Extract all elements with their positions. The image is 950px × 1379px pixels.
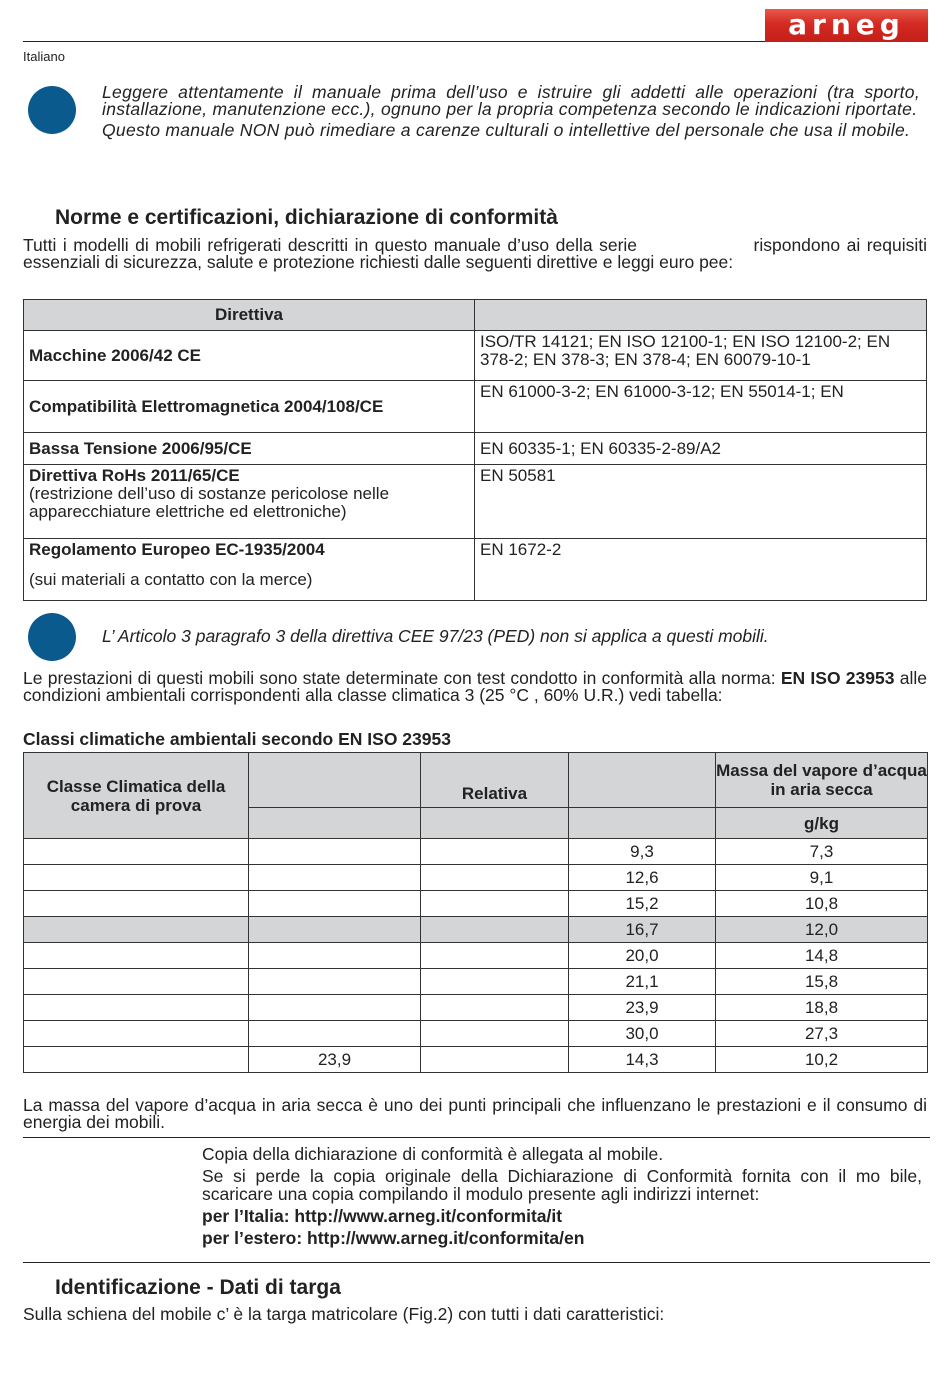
directive-cell [24, 381, 475, 433]
climate-header-vapor-mass: Massa del vapore d’acqua in aria secca [716, 753, 928, 808]
climate-cell-c2 [249, 917, 421, 943]
climate-unit-col2 [249, 808, 421, 839]
table-row [24, 1047, 928, 1073]
table-row [24, 381, 927, 433]
section-title-norms: Norme e certificazioni, dichiarazione di conformità [55, 206, 558, 229]
climate-cell-c1 [24, 839, 249, 865]
climate-header-relative: Relativa [421, 753, 569, 808]
climate-classes-table [23, 752, 928, 1073]
climate-table-title: Classi climatiche ambientali secondo EN ISO 23953 [23, 729, 451, 749]
climate-cell-c1 [24, 943, 249, 969]
directives-header-standards [475, 300, 927, 331]
table-row [24, 433, 927, 465]
climate-table-body [24, 839, 928, 1073]
climate-unit-col3 [421, 808, 569, 839]
climate-cell-c5: 10,2 [716, 1047, 928, 1073]
climate-cell-c5: 12,0 [716, 917, 928, 943]
climate-cell-c3 [421, 969, 569, 995]
climate-cell-c2 [249, 865, 421, 891]
climate-cell-c1 [24, 891, 249, 917]
climate-cell-c1 [24, 969, 249, 995]
climate-cell-c2 [249, 969, 421, 995]
intro-note-paragraph: Questo manuale NON può rimediare a carenze culturali o intellettive del personale che usa il mobile. [102, 120, 911, 140]
climate-cell-c3 [421, 891, 569, 917]
climate-cell-c1 [24, 1047, 249, 1073]
climate-cell-c5: 27,3 [716, 1021, 928, 1047]
header-divider [23, 41, 765, 42]
table-row [24, 539, 927, 601]
climate-cell-c2 [249, 943, 421, 969]
standards-cell: EN 60335-1; EN 60335-2-89/A2 [475, 433, 927, 465]
standards-cell: ISO/TR 14121; EN ISO 12100-1; EN ISO 12100-2; EN 378-2; EN 378-3; EN 378-4; EN 60079-10-1 [475, 331, 927, 381]
directive-name: Regolamento Europeo EC-1935/2004 [29, 540, 325, 559]
directive-cell [24, 433, 475, 465]
intro-note [102, 84, 920, 139]
table-row [24, 465, 927, 539]
language-label: Italiano [23, 49, 65, 64]
standards-cell: EN 1672-2 [475, 539, 927, 601]
performance-text [23, 670, 927, 704]
directive-cell [24, 331, 475, 381]
table-row [24, 865, 928, 891]
standards-cell: EN 61000-3-2; EN 61000-3-12; EN 55014-1; EN [475, 381, 927, 433]
climate-cell-c4: 12,6 [569, 865, 716, 891]
table-row [24, 917, 928, 943]
climate-cell-c4: 9,3 [569, 839, 716, 865]
declaration-link-italy[interactable]: per l’Italia: http://www.arneg.it/conformita/it [202, 1206, 563, 1226]
section-title-identification: Identificazione - Dati di targa [55, 1276, 341, 1299]
info-dot-icon [28, 86, 76, 134]
climate-cell-c3 [421, 917, 569, 943]
climate-cell-c3 [421, 1047, 569, 1073]
directive-note: (restrizione dell’uso di sostanze pericolose nelle apparecchiature elettriche ed elettroniche) [29, 484, 390, 521]
directive-name: Macchine 2006/42 CE [29, 345, 201, 365]
climate-cell-c5: 9,1 [716, 865, 928, 891]
climate-cell-c3 [421, 943, 569, 969]
climate-unit-col4 [569, 808, 716, 839]
climate-cell-c4: 23,9 [569, 995, 716, 1021]
directive-name: Compatibilità Elettromagnetica 2004/108/CE [29, 396, 384, 416]
declaration-block [202, 1145, 922, 1251]
vapor-note: La massa del vapore d’acqua in aria secca è uno dei punti principali che influenzano le prestazioni e il consumo di energia dei mobili. [23, 1095, 927, 1132]
climate-cell-c3 [421, 1021, 569, 1047]
climate-cell-c2 [249, 839, 421, 865]
info-dot-icon [28, 613, 76, 661]
table-row [24, 891, 928, 917]
climate-cell-c2 [249, 995, 421, 1021]
climate-cell-c3 [421, 995, 569, 1021]
ped-note: L’ Articolo 3 paragrafo 3 della direttiva CEE 97/23 (PED) non si applica a questi mobili. [102, 626, 769, 646]
climate-cell-c2 [249, 1021, 421, 1047]
climate-cell-c5: 18,8 [716, 995, 928, 1021]
table-row [24, 839, 928, 865]
table-row [24, 1021, 928, 1047]
arneg-logo: arneg [765, 9, 928, 42]
performance-line2: alle condizioni ambientali corrispondenti alla classe climatica 3 (25 °C , 60% U.R.) vedi tabella: [23, 668, 927, 705]
declaration-bottom-divider [23, 1262, 930, 1263]
climate-cell-c4: 16,7 [569, 917, 716, 943]
climate-cell-c4: 15,2 [569, 891, 716, 917]
climate-unit-col5: g/kg [716, 808, 928, 839]
declaration-line2: Se si perde la copia originale della Dichiarazione di Conformità fornita con il mo bile, scaricare una copia compilando il modulo presente agli indirizzi internet: [202, 1166, 922, 1204]
climate-header-col4 [569, 753, 716, 808]
table-row [24, 969, 928, 995]
table-row [24, 995, 928, 1021]
climate-cell-c5: 14,8 [716, 943, 928, 969]
declaration-link-abroad[interactable]: per l’estero: http://www.arneg.it/conformita/en [202, 1228, 585, 1248]
climate-cell-c3 [421, 839, 569, 865]
directives-table [23, 299, 927, 601]
climate-cell-c1 [24, 1021, 249, 1047]
norms-intro-end: rispondono ai requisiti essenziali di sicurezza, salute e protezione richiesti dalle seguenti direttive e leggi euro pee: [23, 235, 927, 272]
climate-cell-c1 [24, 995, 249, 1021]
climate-cell-c2: 23,9 [249, 1047, 421, 1073]
directive-name: Direttiva RoHs 2011/65/CE [29, 466, 240, 485]
norms-intro-start: Tutti i modelli di mobili refrigerati descritti in questo manuale d’uso della serie [23, 235, 638, 255]
identification-text: Sulla schiena del mobile c’ è la targa matricolare (Fig.2) con tutti i dati caratteristici: [23, 1304, 665, 1324]
climate-cell-c2 [249, 891, 421, 917]
climate-cell-c3 [421, 865, 569, 891]
climate-cell-c4: 14,3 [569, 1047, 716, 1073]
climate-cell-c4: 20,0 [569, 943, 716, 969]
climate-header-class: Classe Climatica della camera di prova [24, 753, 249, 839]
climate-cell-c5: 15,8 [716, 969, 928, 995]
table-row [24, 331, 927, 381]
climate-header-row [24, 753, 928, 808]
standards-cell: EN 50581 [475, 465, 927, 539]
climate-cell-c5: 7,3 [716, 839, 928, 865]
declaration-line1: Copia della dichiarazione di conformità è allegata al mobile. [202, 1144, 664, 1164]
performance-standard: EN ISO 23953 [780, 668, 895, 688]
declaration-top-divider [23, 1137, 930, 1138]
climate-cell-c5: 10,8 [716, 891, 928, 917]
climate-cell-c4: 21,1 [569, 969, 716, 995]
directive-note: (sui materiali a contatto con la merce) [29, 570, 313, 589]
climate-cell-c4: 30,0 [569, 1021, 716, 1047]
table-row [24, 943, 928, 969]
directives-header-directive: Direttiva [24, 300, 475, 331]
directive-cell [24, 539, 475, 601]
directives-header-row [24, 300, 927, 331]
performance-line1: Le prestazioni di questi mobili sono state determinate con test condotto in conformità alla norma: [23, 668, 776, 688]
climate-cell-c1 [24, 917, 249, 943]
climate-header-col2 [249, 753, 421, 808]
intro-note-paragraph: Leggere attentamente il manuale prima dell’uso e istruire gli addetti alle operazioni (tra sporto, installazione, manutenzione ecc.), ognuno per la propria competenza secondo le indicazioni riportate. [102, 82, 920, 119]
climate-cell-c1 [24, 865, 249, 891]
directive-cell [24, 465, 475, 539]
norms-intro [23, 237, 927, 271]
directive-name: Bassa Tensione 2006/95/CE [29, 438, 252, 458]
